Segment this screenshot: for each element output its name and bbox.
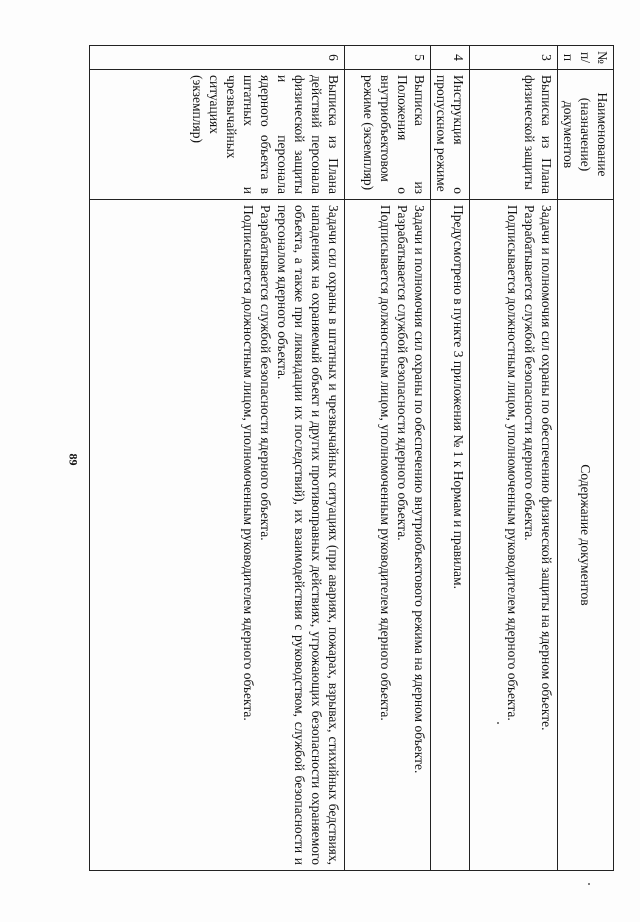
table-row (431, 46, 470, 871)
row-number: 5 (345, 46, 431, 70)
header-content: Содержание документов (558, 200, 614, 871)
content-paragraph: Задачи и полномочия сил охраны по обеспечению внутриобъектового режима на ядерном объекте. (412, 205, 427, 774)
header-number: № п/п (558, 46, 614, 70)
table-row (345, 46, 431, 871)
document-name: Выписка из Плана физической защиты (470, 70, 558, 200)
content-paragraph: Задачи и полномочия сил охраны по обеспечению физической защиты на ядерном объекте. (539, 205, 554, 731)
document-content (470, 200, 558, 871)
document-name: Выписка из Положения о внутриобъектовом режиме (экземпляр) (345, 70, 431, 200)
table-row (90, 46, 345, 871)
page-number: 89 (66, 453, 81, 466)
content-paragraph: Предусмотрено в пункте 3 приложения № 1 к Нормам и правилам. (451, 205, 466, 589)
document-content (345, 200, 431, 871)
row-number: 6 (90, 46, 345, 70)
content-paragraph: Подписывается должностным лицом, уполномоченным руководителем ядерного объекта. (241, 205, 256, 721)
header-name: Наименование (назначение) документов (558, 70, 614, 200)
document-content (90, 200, 345, 871)
content-paragraph: Разрабатывается службой безопасности ядерного объекта. (258, 205, 273, 541)
row-number: 4 (431, 46, 470, 70)
content-paragraph: Разрабатывается службой безопасности ядерного объекта. (522, 205, 537, 541)
document-name: Выписка из Плана действий персонала физической защиты и персонала ядерного объекта в штатных и чрезвычайных ситуациях (экземпляр) (90, 70, 345, 200)
table-row (470, 46, 558, 871)
content-paragraph: Разрабатывается службой безопасности ядерного объекта. (395, 205, 410, 541)
documents-table (89, 45, 614, 871)
content-paragraph: Подписывается должностным лицом, уполномоченным руководителем ядерного объекта. (378, 205, 393, 721)
content-paragraph: Подписывается должностным лицом, уполномоченным руководителем ядерного объекта. (505, 205, 520, 721)
content-paragraph: Задачи сил охраны в штатных и чрезвычайных ситуациях (при авариях, пожарах, взрывах, стихийных бедствиях, нападениях на охраняемый объект и других противоправных действиях, угрожающих безопасности охраняемого объекта, а также при ликвидации их последствий), их взаимодействия с руководством, службой безопасности и персоналом ядерного объекта. (275, 205, 341, 865)
document-content (431, 200, 470, 871)
rotated-table-container (91, 45, 614, 871)
row-number: 3 (470, 46, 558, 70)
document-name: Инструкция о пропускном режиме (431, 70, 470, 200)
scan-speck (588, 883, 590, 885)
table-header-row (558, 46, 614, 871)
